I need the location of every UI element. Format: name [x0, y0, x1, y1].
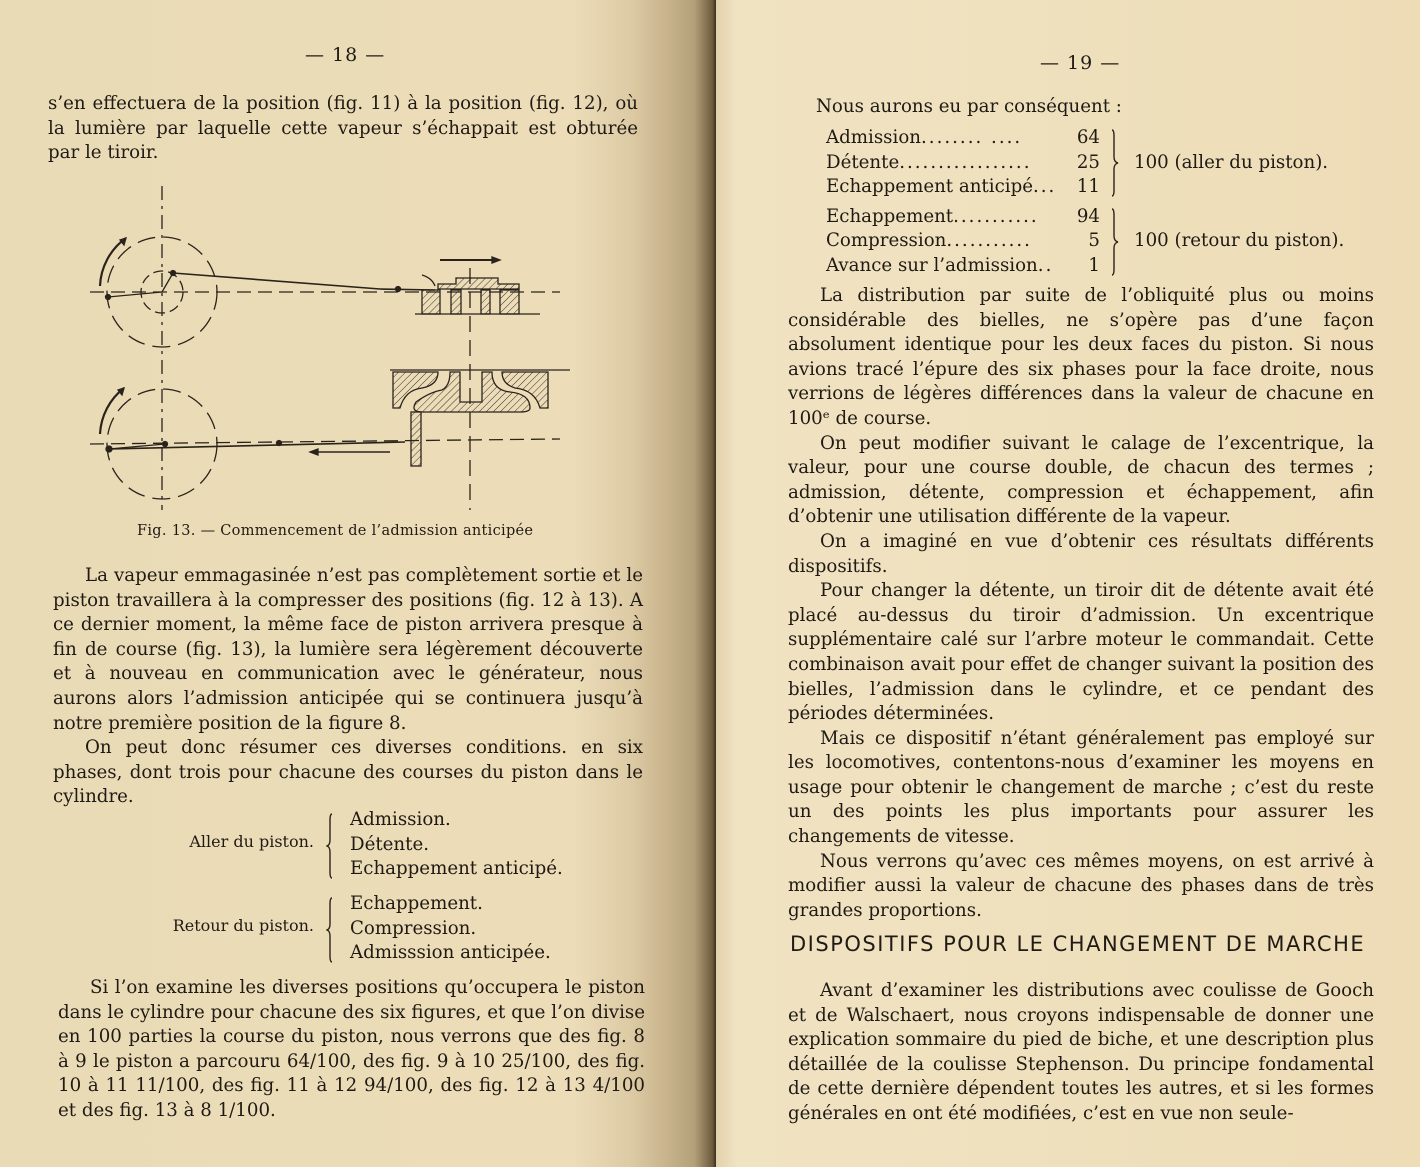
group-total: 100 (aller du piston).: [1134, 152, 1329, 173]
paragraph-text: Pour changer la détente, un tiroir dit de détente avait été placé au-dessus du tiroir d’admission. Un excentrique supplémentaire calé sur l’arbre moteur le commandait. Cette combinaison avait pour effet de changer suivant la position des bielles, l’admission dans le cylindre, et ce pendant des périodes déterminées.: [788, 580, 1374, 725]
paragraph-text: Nous aurons eu par conséquent :: [816, 96, 1122, 117]
paragraph-text: On a imaginé en vue d’obtenir ces résultats différents dispositifs.: [788, 530, 1374, 577]
intro-line: [816, 95, 1376, 120]
table-row: Détente.................: [826, 152, 1032, 173]
phase-items: [350, 892, 551, 966]
figure-caption: Fig. 13. — Commencement de l’admission anticipée: [137, 523, 534, 539]
row-label: Compression: [826, 230, 947, 251]
row-value: 94: [1076, 206, 1100, 227]
paragraph-text: On peut donc résumer ces diverses conditions. en six phases, dont trois pour chacune des courses du piston dans le cylindre.: [53, 737, 643, 808]
paragraph-text: s’en effectuera de la position (fig. 11) à la position (fig. 12), où la lumière par laquelle cette vapeur s’échappait est obturée par le tiroir.: [48, 93, 638, 164]
phase-item: Admisssion anticipée.: [350, 942, 551, 964]
row-value: 5: [1088, 230, 1100, 251]
phase-group: [150, 808, 320, 882]
section-heading: DISPOSITIFS POUR LE CHANGEMENT DE MARCHE: [790, 932, 1366, 956]
phase-item: Détente.: [350, 833, 429, 855]
group-total: 100 (retour du piston).: [1134, 230, 1345, 251]
row-label: Détente: [826, 152, 900, 173]
table-row: Avance sur l’admission..: [826, 255, 1054, 276]
row-value: 25: [1076, 152, 1100, 173]
row-label: Avance sur l’admission: [826, 255, 1038, 276]
page-number-left: — 18 —: [305, 44, 386, 66]
paragraph-text: Nous verrons qu’avec ces mêmes moyens, on est arrivé à modifier aussi la valeur de chacune des phases dans de très grandes proportions.: [788, 850, 1374, 921]
phase-item: Echappement.: [350, 893, 483, 914]
paragraph: [788, 284, 1374, 923]
row-value: 64: [1076, 127, 1100, 148]
row-label: Admission: [826, 127, 921, 148]
paragraph: [788, 979, 1374, 1127]
paragraph-text: La vapeur emmagasinée n’est pas complètement sortie et le piston travaillera à la compresser des positions (fig. 12 à 13). A ce dernier moment, la même face de piston arrivera presque à fin de course (fig. 13), la lumière sera légèrement découverte et à nouveau en communication avec le générateur, nous aurons alors l’admission anticipée qui se continuera jusqu’à notre première position de la figure 8.: [53, 565, 643, 734]
row-label: Echappement anticipé: [826, 176, 1033, 197]
phase-item: Echappement anticipé.: [350, 858, 563, 880]
paragraph-text: On peut modifier suivant le calage de l’excentrique, la valeur, pour une course double, de chacun des termes ; admission, détente, compression et échappement, afin d’obtenir une utilisation différente de la vapeur.: [788, 432, 1374, 528]
brace-icon: [1108, 207, 1122, 277]
brace-icon: [1108, 128, 1122, 198]
paragraph-text: Si l’on examine les diverses positions qu’occupera le piston dans le cylindre pour chacune des six figures, et que l’on divise en 100 parties la course du piston, nous verrons que des fig. 8 à 9 le piston a parcouru 64/100, des fig. 9 à 10 25/100, des fig. 10 à 11 11/100, des fig. 11 à 12 94/100, des fig. 12 à 13 4/100 et des fig. 13 à 8 1/100.: [58, 977, 645, 1121]
table-row: Admission........ ....: [826, 127, 1023, 148]
paragraph-text: La distribution par suite de l’obliquité plus ou moins considérable des bielles, ne s’opère pas d’une façon absolument identique pour les deux faces du piston. Si nous avions tracé l’épure des six phases pour la face droite, nous verrions de légères différences dans la valeur de chacune en 100ᵉ de course.: [788, 285, 1374, 429]
paragraph: [53, 564, 643, 810]
paragraph-text: Mais ce dispositif n’étant généralement pas employé sur les locomotives, contentons-nous d’examiner les moyens en usage pour obtenir le changement de marche ; c’est du reste un des points les plus importants pour assurer les changements de vitesse.: [788, 727, 1374, 848]
brace-icon: [326, 812, 340, 880]
row-value: 11: [1076, 176, 1100, 197]
phase-items: [350, 808, 563, 882]
row-value: 1: [1088, 255, 1100, 276]
phase-group-label: Aller du piston.: [189, 832, 314, 851]
phase-group-label: Retour du piston.: [172, 916, 314, 935]
table-row: Compression...........: [826, 230, 1032, 251]
row-label: Echappement: [826, 206, 954, 227]
paragraph: [48, 92, 638, 166]
table-row: Echappement...........: [826, 206, 1039, 227]
phase-item: Admission.: [350, 809, 451, 830]
figure-13-diagram: [60, 180, 620, 520]
paragraph-text: Avant d’examiner les distributions avec coulisse de Gooch et de Walschaert, nous croyons indispensable de donner une explication sommaire du pied de biche, et une description plus détaillée de la coulisse Stephenson. Du principe fondamental de cette dernière dépendent toutes les autres, et si les formes générales en ont été modifiées, c’est en vue non seule-: [788, 980, 1374, 1124]
page-number-right: — 19 —: [1040, 52, 1121, 74]
table-row: Echappement anticipé...: [826, 176, 1057, 197]
brace-icon: [326, 896, 340, 964]
phase-group: [130, 892, 320, 966]
phase-item: Compression.: [350, 917, 477, 939]
paragraph: [58, 976, 645, 1124]
